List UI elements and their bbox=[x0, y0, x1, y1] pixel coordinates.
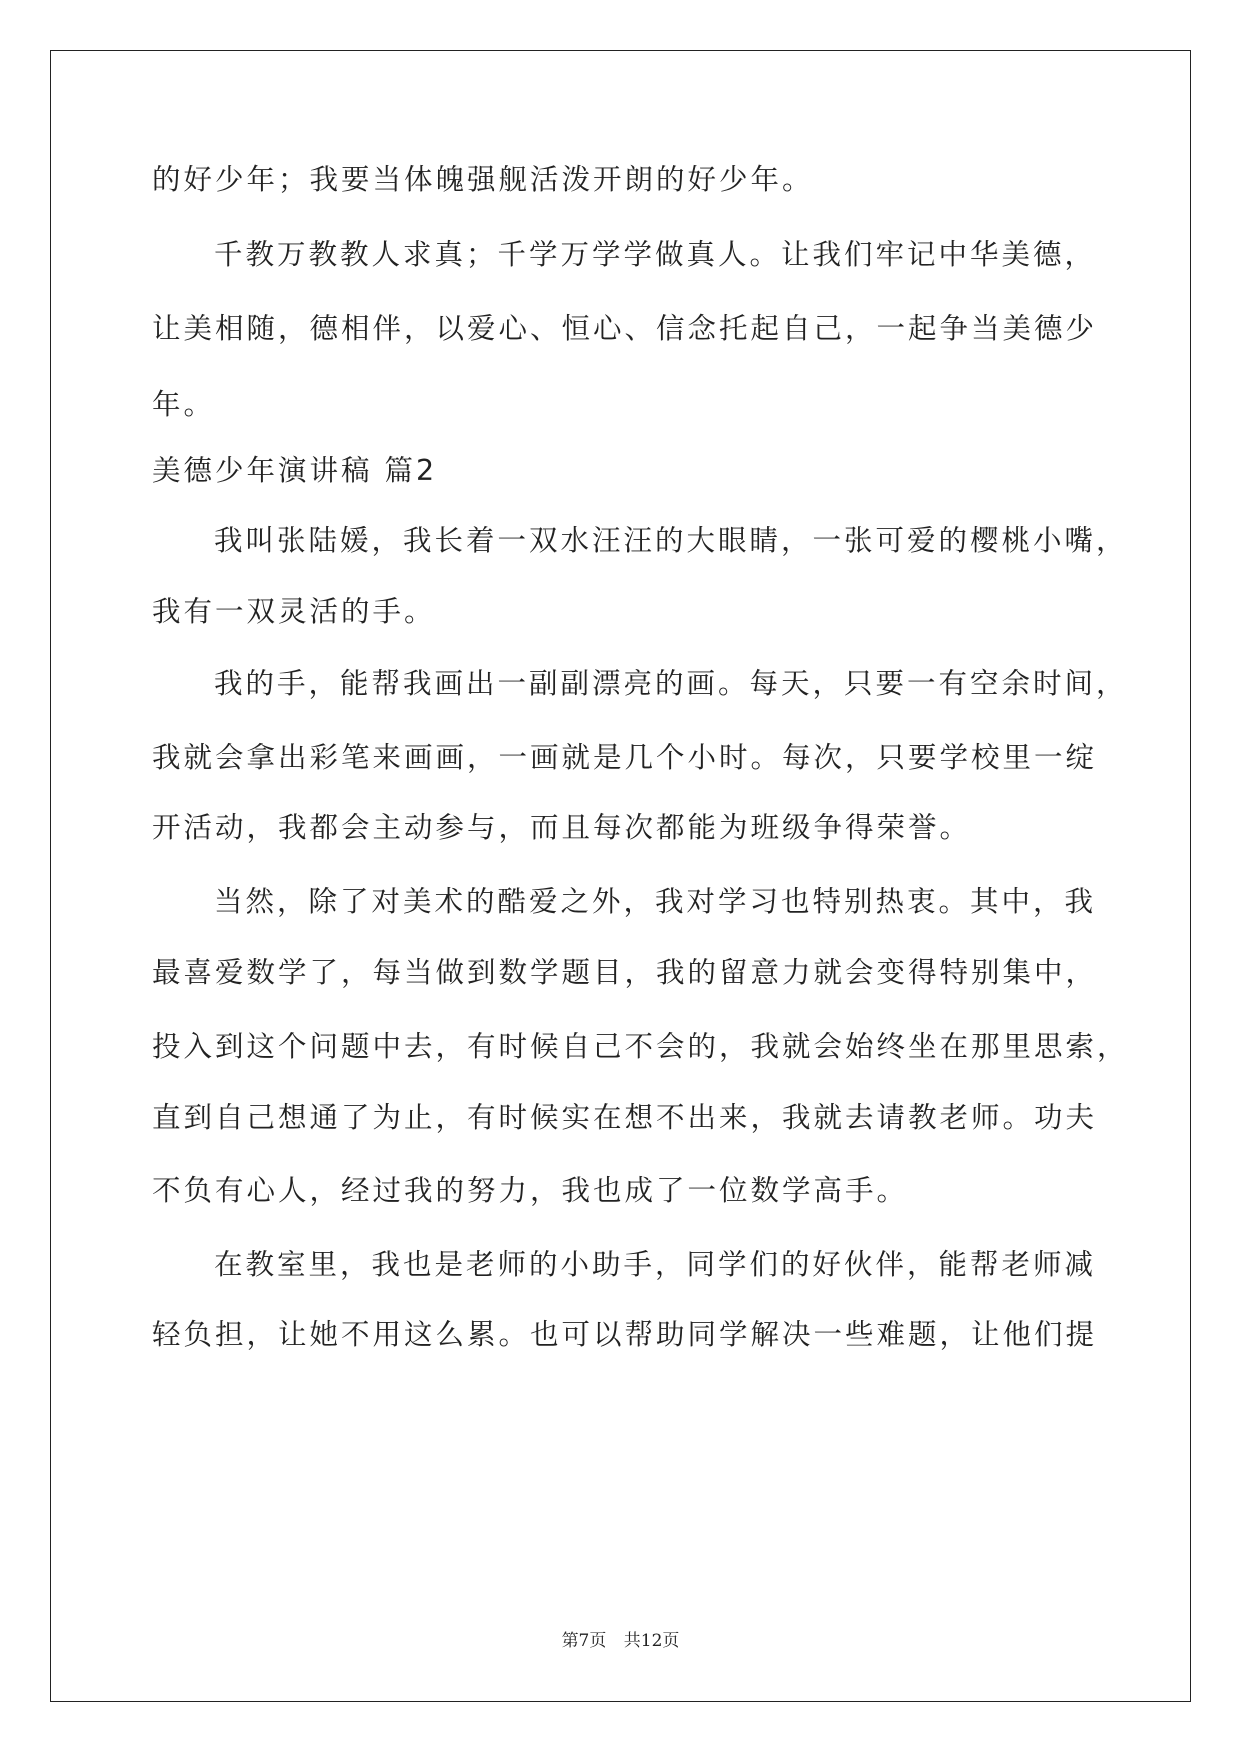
text-line: 直到自己想通了为止，有时候实在想不出来，我就去请教老师。功夫 bbox=[152, 1101, 1098, 1134]
paragraph-start: 我的手，能帮我画出一副副漂亮的画。每天，只要一有空余时间， bbox=[214, 667, 1128, 700]
text-line: 让美相随，德相伴，以爱心、恒心、信念托起自己，一起争当美德少 bbox=[152, 312, 1098, 345]
paragraph-start: 当然，除了对美术的酷爱之外，我对学习也特别热衷。其中，我 bbox=[214, 885, 1097, 918]
page-footer bbox=[0, 1626, 1241, 1651]
page-border bbox=[50, 50, 1191, 1702]
paragraph-start: 千教万教教人求真；千学万学学做真人。让我们牢记中华美德， bbox=[214, 238, 1097, 271]
text-line: 我就会拿出彩笔来画画，一画就是几个小时。每次，只要学校里一绽 bbox=[152, 741, 1098, 774]
paragraph-start: 我叫张陆媛，我长着一双水汪汪的大眼睛，一张可爱的樱桃小嘴， bbox=[214, 524, 1128, 557]
text-line: 最喜爱数学了，每当做到数学题目，我的留意力就会变得特别集中， bbox=[152, 956, 1098, 989]
text-line: 开活动，我都会主动参与，而且每次都能为班级争得荣誉。 bbox=[152, 811, 972, 844]
section-heading: 美德少年演讲稿 篇2 bbox=[152, 454, 438, 487]
page-total: 共12页 bbox=[623, 1631, 680, 1651]
paragraph-start: 在教室里，我也是老师的小助手，同学们的好伙伴，能帮老师减 bbox=[214, 1248, 1097, 1281]
text-line: 年。 bbox=[152, 388, 216, 421]
text-line: 轻负担，让她不用这么累。也可以帮助同学解决一些难题，让他们提 bbox=[152, 1318, 1098, 1351]
text-line: 不负有心人，经过我的努力，我也成了一位数学高手。 bbox=[152, 1174, 909, 1207]
page-number: 第7页 bbox=[561, 1631, 607, 1651]
text-line: 投入到这个问题中去，有时候自己不会的，我就会始终坐在那里思索， bbox=[152, 1030, 1129, 1063]
text-line-1: 的好少年；我要当体魄强舰活泼开朗的好少年。 bbox=[152, 163, 814, 196]
text-line: 我有一双灵活的手。 bbox=[152, 595, 436, 628]
